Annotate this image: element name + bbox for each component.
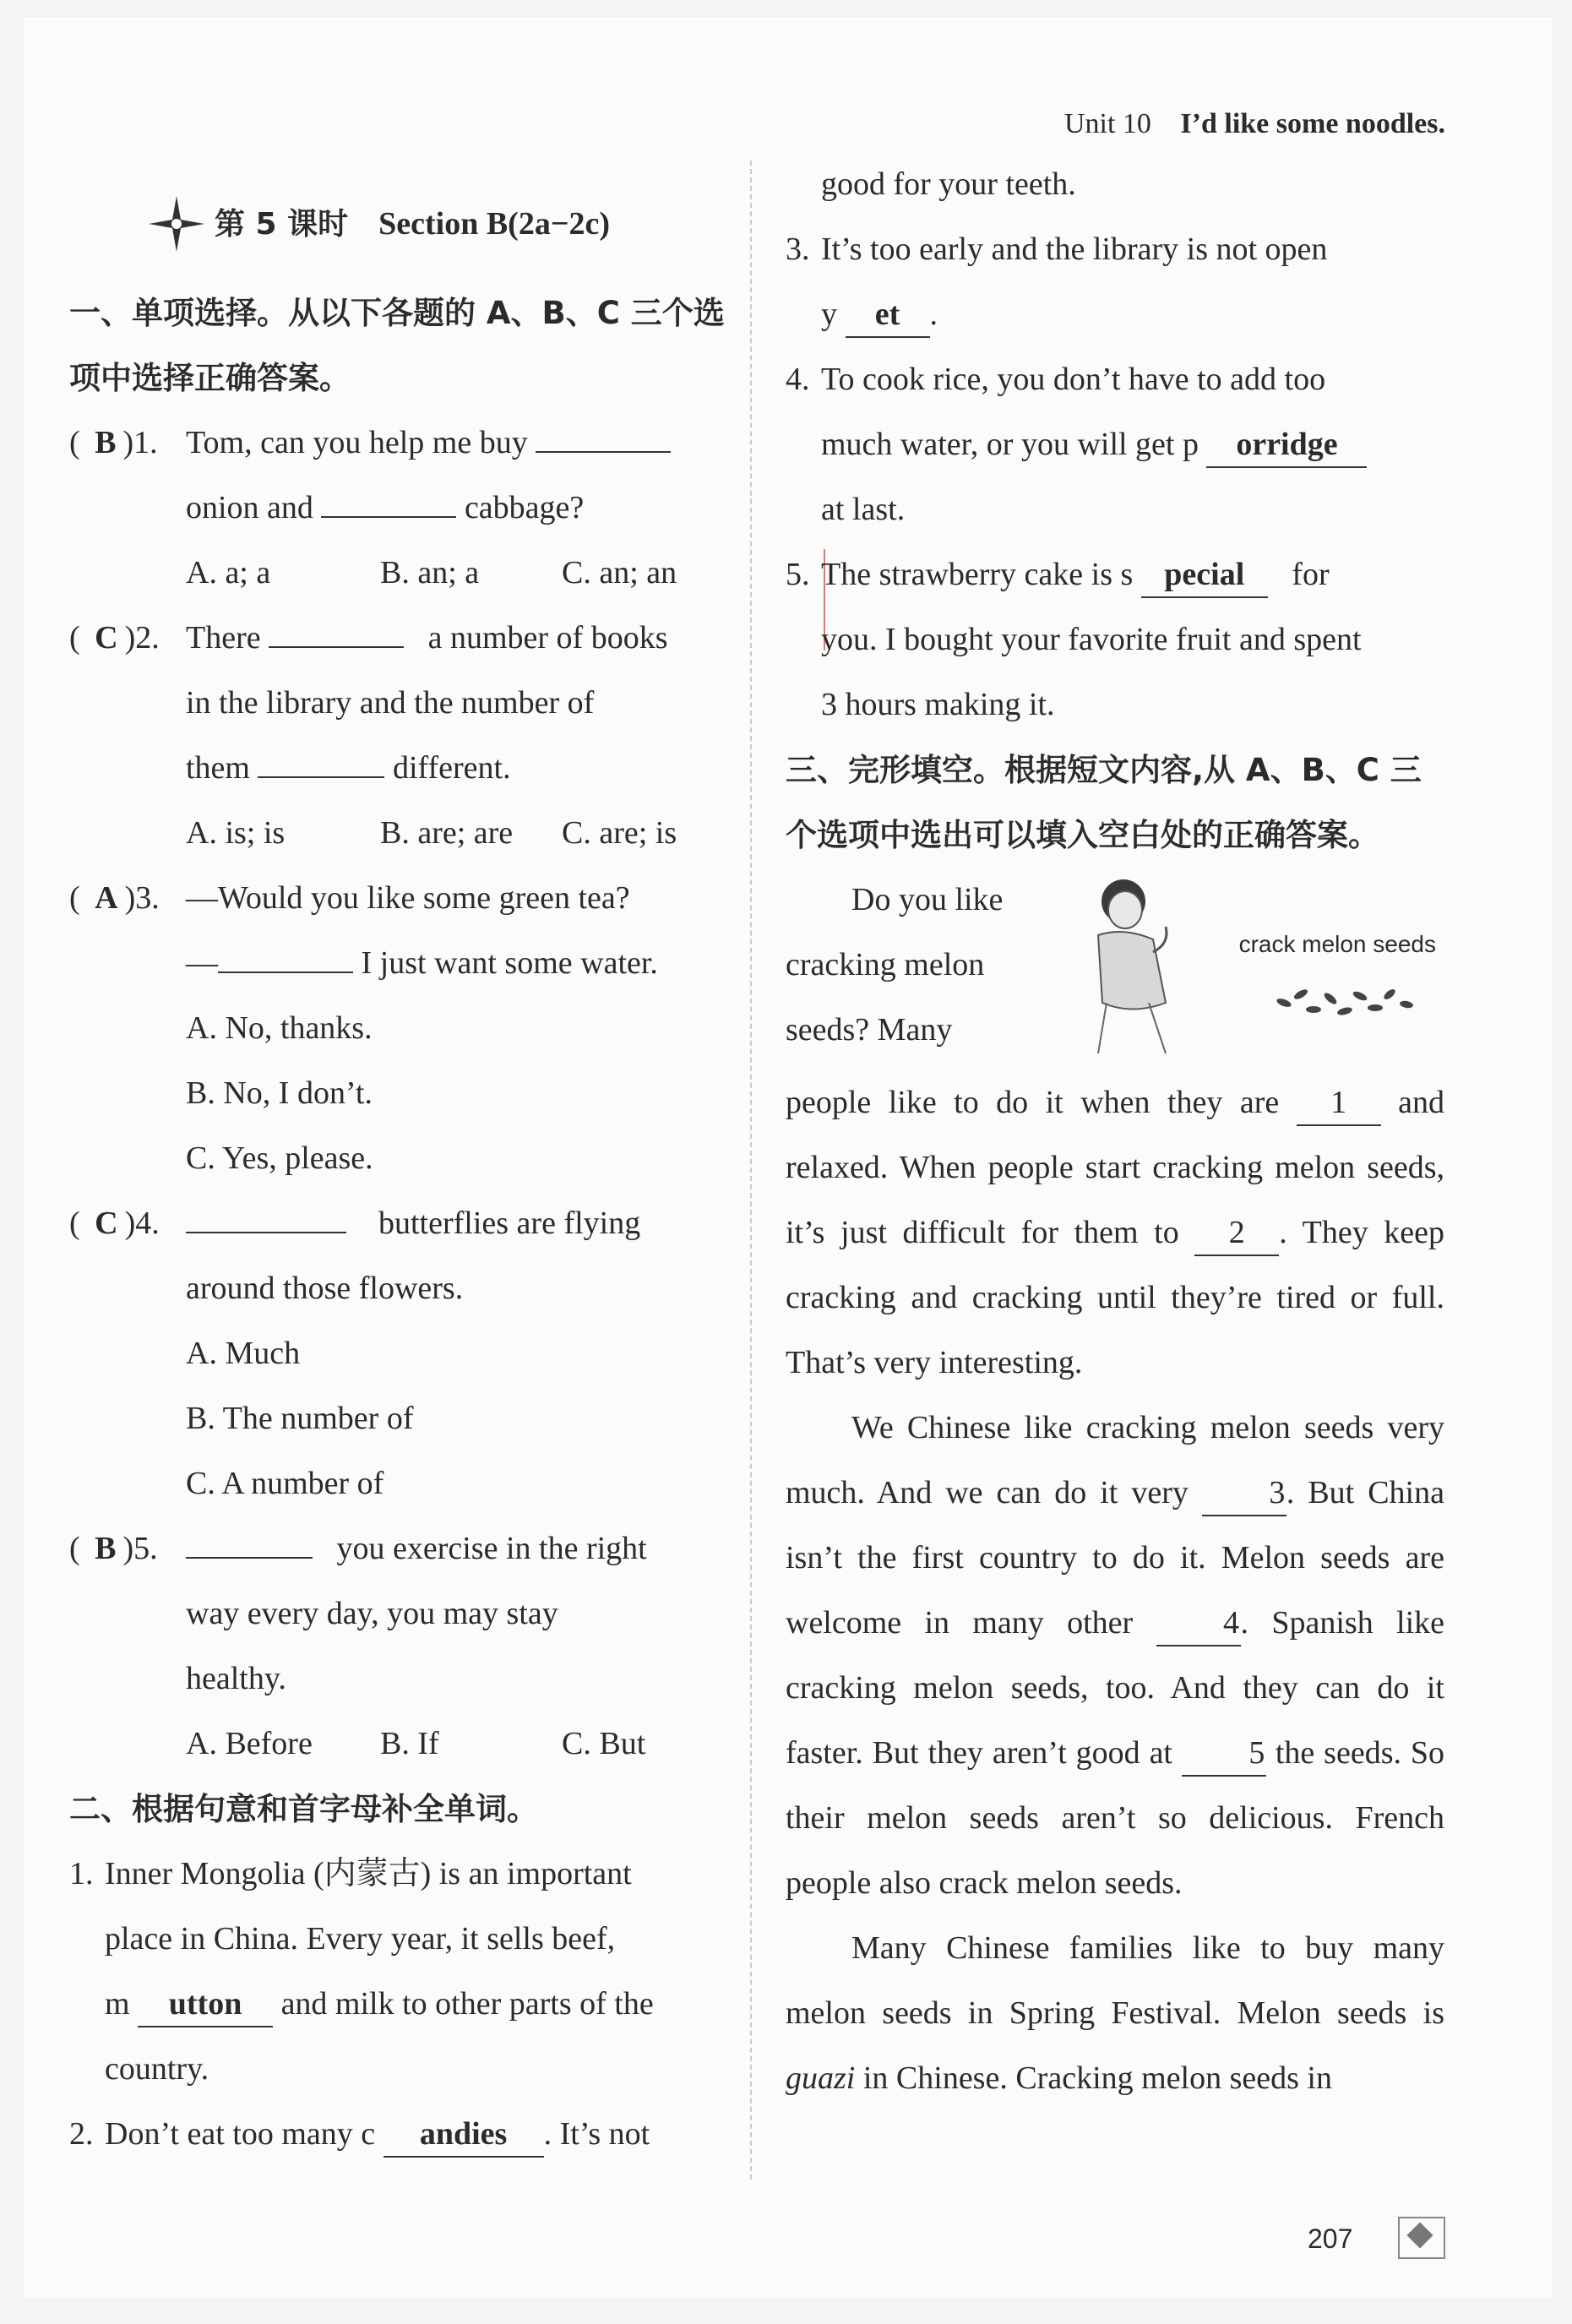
right-column: good for your teeth. 3. It’s too early and the library is not open y et . 4. To cook rice, you don’t have to add too much water, or you will get p orridge at last. 5. The strawberry cake is s pecial for you. I bought your favorite fruit and spent 3 hours making it. 三、完形填空。根据短文内容,从 A、B、C 三个选项中选出可以填入空白处的正确答案。 Do you like cracking melon seeds? Many crack melon seeds people like to do it when they are 1 and relaxed. When people start cracking melon seeds, it’s just difficult for them to 2 . They keep cracking and cracking until they’re tired or full. That’s very interesting. We Chinese like cracking melon seeds very much. And we can do it very 3. But China isn’t the first country to do it. Melon seeds are welcome in many other 4. Spanish like cracking melon seeds, too. And they can do it faster. But they aren’t good at 5 the seeds. So their melon seeds aren’t so delicious. French people also crack melon seeds. Many Chinese families like to buy many melon seeds in Spring Festival. Melon seeds is guazi in Chinese. Cracking melon seeds in (786, 152, 1444, 2111)
word-fill-5: 5. The strawberry cake is s pecial for you. I bought your favorite fruit and spent 3 hours making it. (786, 542, 1444, 737)
answer-1: B (95, 425, 117, 460)
answer-3: A (95, 880, 118, 916)
cloze-blank-5[interactable]: 5 (1182, 1731, 1266, 1777)
word-blank[interactable]: et (846, 292, 930, 338)
cloze-paragraph-1: people like to do it when they are 1 and relaxed. When people start cracking melon seeds, it’s just difficult for them to 2 . They keep cracking and cracking until they’re tired or full. That’s very interesting. (786, 1070, 1444, 1396)
answer-blank[interactable] (186, 1232, 346, 1233)
melon-seeds-icon (1267, 977, 1428, 1028)
answer-5: B (95, 1531, 117, 1566)
section-label: Section B(2a−2c) (378, 205, 611, 242)
cloze-blank-2[interactable]: 2 (1194, 1211, 1279, 1256)
word-fill-3: 3. It’s too early and the library is not open y et . (786, 217, 1444, 347)
mc-question-5: ( B )5. you exercise in the right (69, 1531, 647, 1566)
answer-blank[interactable] (258, 776, 384, 778)
options-1: A. a; a B. an; a C. an; an (186, 555, 677, 591)
word-fill-4: 4. To cook rice, you don’t have to add too much water, or you will get p orridge at last. (786, 347, 1444, 542)
mc-question-3: ( A )3. —Would you like some green tea? (69, 880, 630, 916)
image-caption: crack melon seeds (1238, 931, 1436, 957)
mc-question-2: ( C )2. There a number of books (69, 620, 668, 656)
cloze-blank-4[interactable]: 4 (1156, 1601, 1241, 1646)
unit-number: Unit 10 (1063, 108, 1151, 139)
cloze-paragraph-2: We Chinese like cracking melon seeds very much. And we can do it very 3. But China isn’t the first country to do it. Melon seeds are welcome in many other 4. Spanish like cracking melon seeds, too. And they can do it faster. But they aren’t good at 5 the seeds. So their melon seeds aren’t so delicious. French people also crack melon seeds. (786, 1410, 1445, 1901)
word-fill-1: 1. Inner Mongolia (内蒙古) is an important place in China. Every year, it sells beef, m utton and milk to other parts of the country. (69, 1856, 654, 2087)
answer-blank[interactable] (321, 516, 456, 518)
options-5: A. Before B. If C. But (186, 1726, 646, 1761)
unit-title: I’d like some noodles. (1180, 108, 1445, 139)
options-2: A. is; is B. are; are C. are; is (186, 815, 677, 851)
answer-2: C (95, 620, 118, 656)
answer-blank[interactable] (536, 451, 671, 453)
cloze-intro: Do you like cracking melon seeds? Many crack melon seeds (786, 868, 1444, 1070)
mc-question-1: ( B )1. Tom, can you help me buy (69, 411, 728, 476)
part1-heading: 一、单项选择。从以下各题的 A、B、C 三个选项中选择正确答案。 (69, 295, 725, 396)
answer-4: C (95, 1206, 118, 1241)
word-blank[interactable]: pecial (1141, 552, 1268, 598)
word-blank[interactable]: andies (383, 2112, 544, 2158)
part3-heading: 三、完形填空。根据短文内容,从 A、B、C 三个选项中选出可以填入空白处的正确答案。 (786, 752, 1422, 853)
part2-heading: 二、根据句意和首字母补全单词。 (69, 1791, 538, 1827)
diamond-icon (1406, 2222, 1433, 2248)
column-divider (750, 161, 752, 2180)
cloze-blank-1[interactable]: 1 (1297, 1080, 1381, 1126)
word-fill-2: 2. Don’t eat too many c andies . It’s not (69, 2102, 728, 2167)
answer-blank[interactable] (218, 972, 353, 973)
word-blank[interactable]: orridge (1206, 422, 1367, 468)
page-corner-icon (1398, 2217, 1445, 2259)
running-header (1064, 108, 1445, 140)
cloze-paragraph-3: Many Chinese families like to buy many melon seeds in Spring Festival. Melon seeds is guazi in Chinese. Cracking melon seeds in (786, 1930, 1445, 2096)
answer-blank[interactable] (186, 1557, 313, 1559)
sparkle-icon (147, 194, 206, 253)
lesson-title (147, 186, 728, 262)
boy-illustration (1073, 868, 1242, 1062)
left-column: 第 5 课时 Section B(2a−2c) 一、单项选择。从以下各题的 A、B、C 三个选项中选择正确答案。 ( B )1. Tom, can you help me buy onion and cabbage? A. a; a B. an; a C. an; an ( C )2. There a number of books in the library and the number of them different. A. is; is B. are; are C. are; is ( A )3. —Would you like some green tea? — I just want some water. A. No, thanks. B. No, I don’t. C. Yes, please. ( C )4. butterflies are flying around those flowers. A. Much B. The number of C. A number of ( B )5. you exercise in the right way every day, you may stay healthy. A. Before B. If C. But 二、根据句意和首字母补全单词。 1. Inner Mongolia (内蒙古) is an important place in China. Every year, it sells beef, m utton and milk to other parts of the country. 2. Don’t eat too many c andies . It’s not (69, 186, 728, 2167)
cloze-blank-3[interactable]: 3 (1202, 1471, 1286, 1516)
page-number: 207 (1308, 2223, 1353, 2254)
boy-cracking-seeds-illustration (1073, 868, 1444, 1070)
answer-blank[interactable] (269, 646, 404, 648)
lesson-label: 第 5 课时 (215, 206, 349, 242)
mc-question-4: ( C )4. butterflies are flying (69, 1206, 641, 1241)
word-blank[interactable]: utton (138, 1982, 273, 2027)
